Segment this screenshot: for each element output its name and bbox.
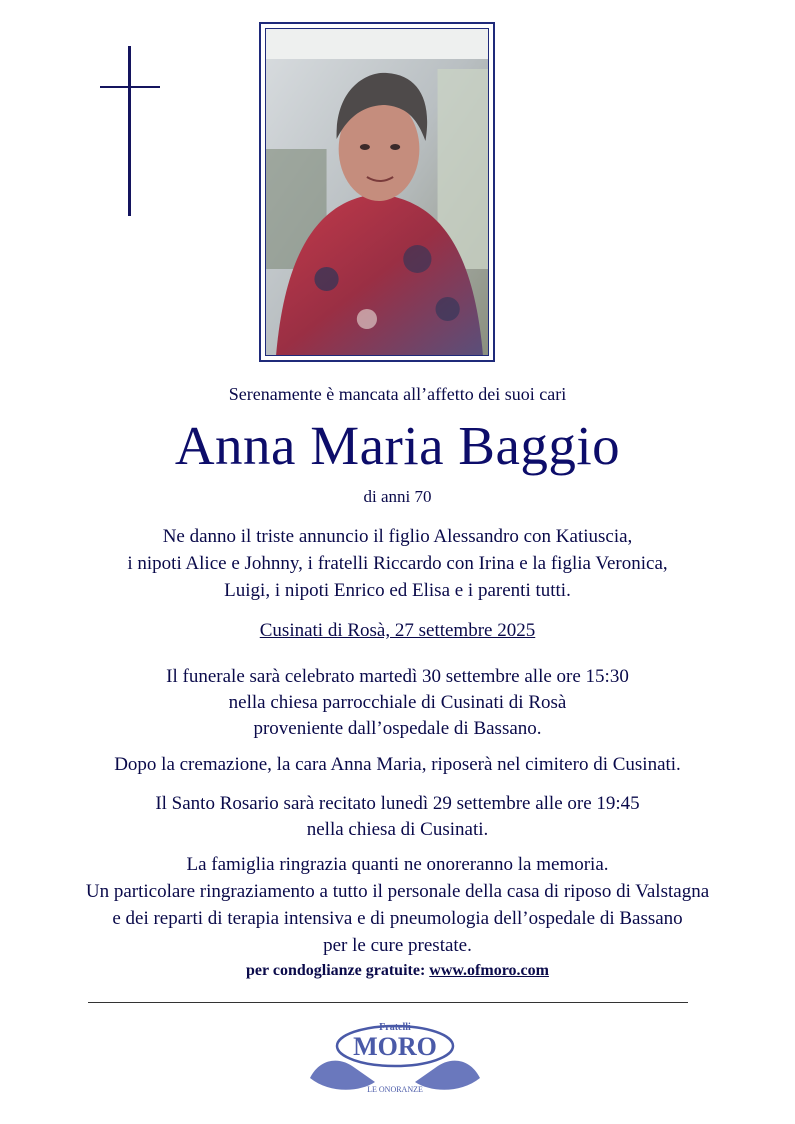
cross-icon (100, 46, 160, 218)
rosary-block (0, 791, 795, 843)
thanks-line: e dei reparti di terapia intensiva e di pneumologia dell’ospedale di Bassano (112, 908, 683, 929)
condolences-line (0, 962, 795, 980)
funeral-line: nella chiesa parrocchiale di Cusinati di Rosà (228, 692, 567, 713)
logo-top-text: Fratelli (379, 1022, 411, 1033)
logo-bottom-text: LE ONORANZE (367, 1085, 423, 1094)
announcement-line: Ne danno il triste annuncio il figlio Alessandro con Katiuscia, (162, 526, 633, 547)
condolences-label: per condoglianze gratuite: (246, 962, 426, 979)
funeral-line: proveniente dall’ospedale di Bassano. (253, 718, 542, 739)
rosary-line: nella chiesa di Cusinati. (306, 819, 489, 840)
divider (88, 1002, 688, 1003)
logo-brand: MORO (353, 1032, 437, 1061)
intro-text: Serenamente è mancata all’affetto dei suoi cari (228, 384, 567, 404)
thanks-block (0, 851, 795, 959)
place-date: Cusinati di Rosà, 27 settembre 2025 (259, 620, 536, 641)
funeral-block (0, 664, 795, 742)
cremation-text: Dopo la cremazione, la cara Anna Maria, riposerà nel cimitero di Cusinati. (114, 754, 681, 775)
thanks-line: Un particolare ringraziamento a tutto il personale della casa di riposo di Valstagna (85, 881, 710, 902)
rosary-line: Il Santo Rosario sarà recitato lunedì 29 settembre alle ore 19:45 (155, 793, 640, 814)
thanks-line: La famiglia ringrazia quanti ne onoreranno la memoria. (186, 854, 609, 875)
announcement-line: i nipoti Alice e Johnny, i fratelli Riccardo con Irina e la figlia Veronica, (127, 553, 668, 574)
announcement-line: Luigi, i nipoti Enrico ed Elisa e i parenti tutti. (224, 580, 571, 601)
age-text: di anni 70 (363, 487, 432, 506)
portrait-photo-frame (259, 22, 495, 362)
announcement-block (0, 523, 795, 604)
funeral-line: Il funerale sarà celebrato martedì 30 settembre alle ore 15:30 (166, 666, 629, 687)
thanks-line: per le cure prestate. (323, 935, 472, 956)
deceased-name: Anna Maria Baggio (174, 415, 621, 476)
condolences-link[interactable]: www.ofmoro.com (429, 962, 549, 979)
funeral-home-logo (300, 1018, 490, 1102)
portrait-photo (265, 28, 489, 356)
